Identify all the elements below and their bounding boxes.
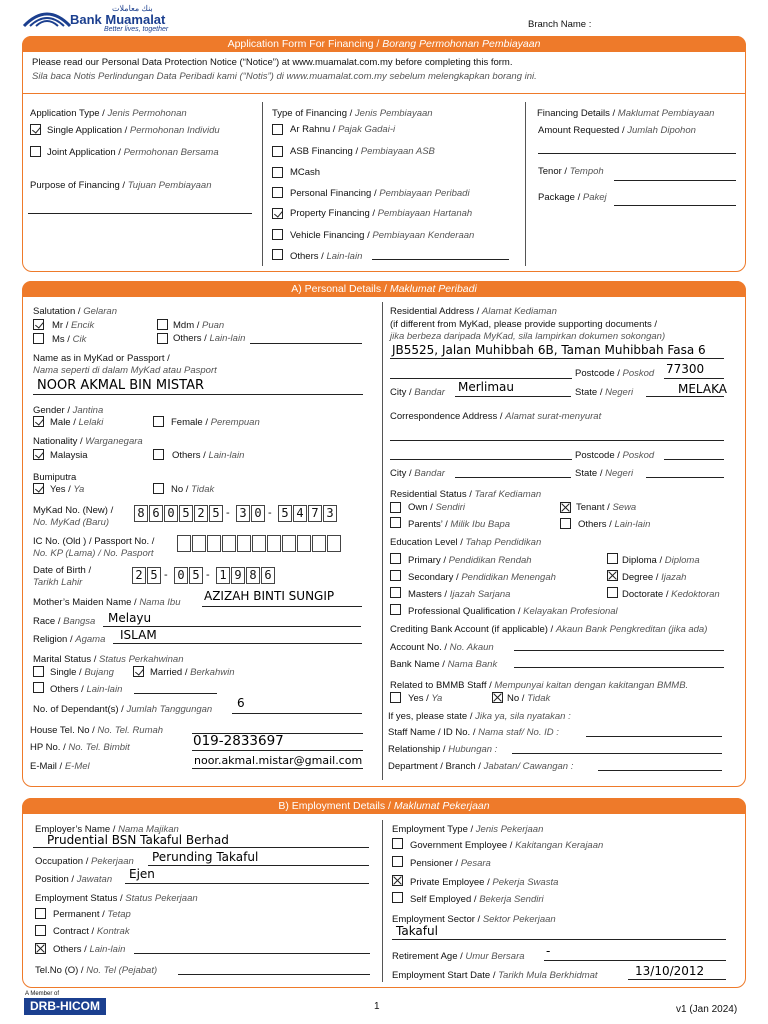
ic-old-cells[interactable] <box>177 535 352 552</box>
separator-dash: - <box>226 507 230 519</box>
notice-en: Please read our Personal Data Protection Notice (“Notice”) at www.muamalat.com.my before completing this form. <box>32 57 513 68</box>
prof-checkbox[interactable] <box>390 604 401 615</box>
ar-rahnu-checkbox[interactable] <box>272 124 283 135</box>
digit-cell[interactable]: 8 <box>134 505 148 522</box>
digit-cell[interactable] <box>207 535 221 552</box>
male-checkbox[interactable] <box>33 416 44 427</box>
dob-cells[interactable] <box>132 567 322 584</box>
section-b-title: B) Employment Details / Maklumat Pekerjaan <box>22 798 746 814</box>
bumi-yes-checkbox[interactable] <box>33 483 44 494</box>
married-checkbox[interactable] <box>133 666 144 677</box>
own-checkbox[interactable] <box>390 502 401 513</box>
single-application-checkbox[interactable] <box>30 124 41 135</box>
separator-dash: - <box>206 569 210 581</box>
related-no-checkbox[interactable] <box>492 692 503 703</box>
digit-cell[interactable]: 0 <box>251 505 265 522</box>
logo-arc-icon <box>22 6 72 28</box>
digit-cell[interactable] <box>252 535 266 552</box>
digit-cell[interactable] <box>267 535 281 552</box>
logo-tagline: Better lives, together <box>104 26 169 33</box>
retire-value[interactable]: - <box>546 944 551 958</box>
dependants-value[interactable]: 6 <box>237 696 245 710</box>
digit-cell[interactable] <box>192 535 206 552</box>
joint-application-checkbox[interactable] <box>30 146 41 157</box>
postcode-value[interactable]: 77300 <box>666 362 705 376</box>
digit-cell[interactable]: 5 <box>278 505 292 522</box>
malaysia-checkbox[interactable] <box>33 449 44 460</box>
logo-arabic: بنك معاملات <box>112 4 153 13</box>
logo-name: Bank Muamalat <box>70 12 166 27</box>
digit-cell[interactable]: 5 <box>179 505 193 522</box>
contract-checkbox[interactable] <box>35 925 46 936</box>
sal-others-checkbox[interactable] <box>157 333 168 344</box>
race-value[interactable]: Melayu <box>108 611 152 625</box>
purpose-label: Purpose of Financing / Tujuan Pembiayaan <box>30 180 212 191</box>
emp-others-checkbox[interactable] <box>35 943 46 954</box>
mr-checkbox[interactable] <box>33 319 44 330</box>
digit-cell[interactable]: 2 <box>132 567 146 584</box>
asb-checkbox[interactable] <box>272 146 283 157</box>
others-financing-checkbox[interactable] <box>272 249 283 260</box>
purpose-field[interactable] <box>28 213 252 214</box>
tenant-checkbox[interactable] <box>560 502 571 513</box>
tenor-field[interactable] <box>614 180 736 181</box>
digit-cell[interactable] <box>297 535 311 552</box>
digit-cell[interactable]: 5 <box>189 567 203 584</box>
digit-cell[interactable]: 6 <box>149 505 163 522</box>
bumi-no-checkbox[interactable] <box>153 483 164 494</box>
maiden-value[interactable]: AZIZAH BINTI SUNGIP <box>204 589 335 603</box>
ms-checkbox[interactable] <box>33 333 44 344</box>
pensioner-checkbox[interactable] <box>392 856 403 867</box>
app-type-label: Application Type / Jenis Permohonan <box>30 108 187 119</box>
female-checkbox[interactable] <box>153 416 164 427</box>
digit-cell[interactable]: 9 <box>231 567 245 584</box>
occupation-value[interactable]: Perunding Takaful <box>152 850 259 864</box>
digit-cell[interactable]: 1 <box>216 567 230 584</box>
property-financing-checkbox[interactable] <box>272 208 283 219</box>
start-date-value[interactable]: 13/10/2012 <box>635 964 705 978</box>
mykad-cells[interactable] <box>134 505 364 522</box>
digit-cell[interactable]: 5 <box>147 567 161 584</box>
digit-cell[interactable] <box>312 535 326 552</box>
doctorate-checkbox[interactable] <box>607 587 618 598</box>
digit-cell[interactable]: 6 <box>261 567 275 584</box>
position-value[interactable]: Ejen <box>129 867 155 881</box>
religion-value[interactable]: ISLAM <box>120 628 157 642</box>
parents-checkbox[interactable] <box>390 517 401 528</box>
digit-cell[interactable] <box>282 535 296 552</box>
email-value[interactable]: noor.akmal.mistar@gmail.com <box>194 754 363 767</box>
digit-cell[interactable]: 0 <box>164 505 178 522</box>
bank-logo <box>22 4 172 36</box>
digit-cell[interactable] <box>177 535 191 552</box>
digit-cell[interactable] <box>327 535 341 552</box>
form-title: Application Form For Financing / Borang Permohonan Pembiayaan <box>22 36 746 52</box>
mdm-checkbox[interactable] <box>157 319 168 330</box>
digit-cell[interactable]: 2 <box>194 505 208 522</box>
permanent-checkbox[interactable] <box>35 908 46 919</box>
related-yes-checkbox[interactable] <box>390 692 401 703</box>
branch-label: Branch Name : <box>528 19 592 30</box>
section-a-title: A) Personal Details / Maklumat Peribadi <box>22 281 746 297</box>
drb-hicom-logo: DRB-HICOM <box>24 998 106 1015</box>
notice-ms: Sila baca Notis Perlindungan Data Peribadi kami (“Notis”) di www.muamalat.com.my sebelum melengkapkan borang ini. <box>32 71 537 82</box>
amount-field[interactable] <box>538 153 736 154</box>
government-checkbox[interactable] <box>392 838 403 849</box>
separator-dash: - <box>164 569 168 581</box>
self-employed-checkbox[interactable] <box>392 892 403 903</box>
state-value[interactable]: MELAKA <box>678 382 727 396</box>
single-checkbox[interactable] <box>33 666 44 677</box>
member-label: A Member of <box>25 991 60 997</box>
mcash-checkbox[interactable] <box>272 167 283 178</box>
digit-cell[interactable]: 8 <box>246 567 260 584</box>
name-value[interactable]: NOOR AKMAL BIN MISTAR <box>37 378 205 393</box>
employer-value[interactable]: Prudential BSN Takaful Berhad <box>47 833 229 847</box>
digit-cell[interactable]: 0 <box>174 567 188 584</box>
rs-others-checkbox[interactable] <box>560 518 571 529</box>
private-checkbox[interactable] <box>392 875 403 886</box>
digit-cell[interactable]: 3 <box>236 505 250 522</box>
package-field[interactable] <box>614 205 736 206</box>
vehicle-financing-checkbox[interactable] <box>272 229 283 240</box>
residential-address-value[interactable]: JB5525, Jalan Muhibbah 6B, Taman Muhibbah Fasa 6 <box>392 343 706 357</box>
separator-dash: - <box>268 507 272 519</box>
masters-checkbox[interactable] <box>390 587 401 598</box>
hp-value[interactable]: 019-2833697 <box>193 733 284 749</box>
diploma-checkbox[interactable] <box>607 553 618 564</box>
degree-checkbox[interactable] <box>607 570 618 581</box>
digit-cell[interactable] <box>237 535 251 552</box>
city-value[interactable]: Merlimau <box>458 380 514 394</box>
digit-cell[interactable]: 5 <box>209 505 223 522</box>
sector-value[interactable]: Takaful <box>396 924 438 938</box>
digit-cell[interactable] <box>222 535 236 552</box>
primary-checkbox[interactable] <box>390 553 401 564</box>
marital-others-checkbox[interactable] <box>33 682 44 693</box>
secondary-checkbox[interactable] <box>390 570 401 581</box>
digit-cell[interactable]: 7 <box>308 505 322 522</box>
fin-details-label: Financing Details / Maklumat Pembiayaan <box>537 108 715 119</box>
version: v1 (Jan 2024) <box>676 1004 738 1015</box>
fin-type-label: Type of Financing / Jenis Pembiayaan <box>272 108 433 119</box>
nat-others-checkbox[interactable] <box>153 449 164 460</box>
page-number: 1 <box>374 1001 380 1012</box>
digit-cell[interactable]: 4 <box>293 505 307 522</box>
personal-financing-checkbox[interactable] <box>272 187 283 198</box>
digit-cell[interactable]: 3 <box>323 505 337 522</box>
